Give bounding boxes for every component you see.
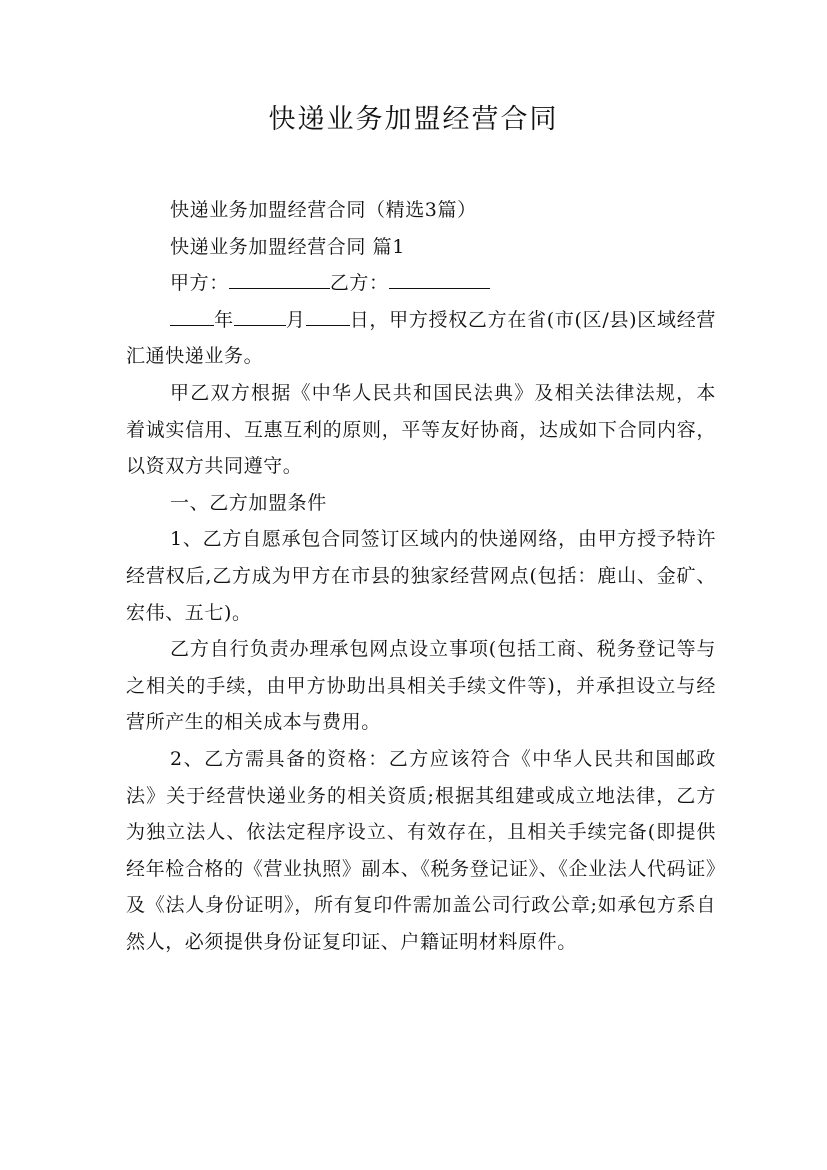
intro-paragraph: 甲乙双方根据《中华人民共和国民法典》及相关法律法规，本着诚实信用、互惠互利的原则，平等友好协商，达成如下合同内容，以资双方共同遵守。 (126, 381, 716, 478)
party-b-blank (389, 266, 490, 289)
year-blank (170, 303, 214, 326)
day-blank (306, 303, 350, 326)
party-line (126, 265, 716, 302)
party-a-label: 甲方： (170, 272, 229, 295)
document-subtitle: 快递业务加盟经营合同（精选3篇） (170, 199, 477, 221)
document-body (126, 192, 716, 960)
clause-1-continued-paragraph: 乙方自行负责办理承包网点设立事项(包括工商、税务登记等与之相关的手续，由甲方协助出具相关手续文件等)，并承担设立与经营所产生的相关成本与费用。 (126, 638, 716, 734)
date-authorization-paragraph (126, 302, 716, 375)
month-label: 月 (285, 308, 306, 331)
document-title: 快递业务加盟经营合同 (268, 104, 559, 135)
month-blank (234, 303, 286, 326)
clause-1-paragraph: 1、乙方自愿承包合同签订区域内的快递网络，由甲方授予特许经营权后,乙方成为甲方在市县的独家经营网点(包括：鹿山、金矿、宏伟、五七)。 (126, 528, 716, 624)
year-label: 年 (214, 308, 234, 331)
part-heading: 快递业务加盟经营合同 篇1 (170, 235, 405, 258)
section-1-heading: 一、乙方加盟条件 (170, 491, 327, 514)
clause-2-paragraph: 2、乙方需具备的资格：乙方应该符合《中华人民共和国邮政法》关于经营快递业务的相关资质;根据其组建或成立地法律，乙方为独立法人、依法定程序设立、有效存在，且相关手续完备(即提供经年检合格的《营业执照》副本、《税务登记证》、《企业法人代码证》及《法人身份证明》，所有复印件需加盖公司行政公章;如承包方系自然人，必须提供身份证复印证、户籍证明材料原件。 (126, 747, 716, 953)
party-b-label: 乙方： (329, 272, 389, 295)
party-a-blank (229, 266, 330, 289)
authorization-text: 日，甲方授权乙方在省(市(区/县)区域经营汇通快递业务。 (126, 308, 716, 368)
